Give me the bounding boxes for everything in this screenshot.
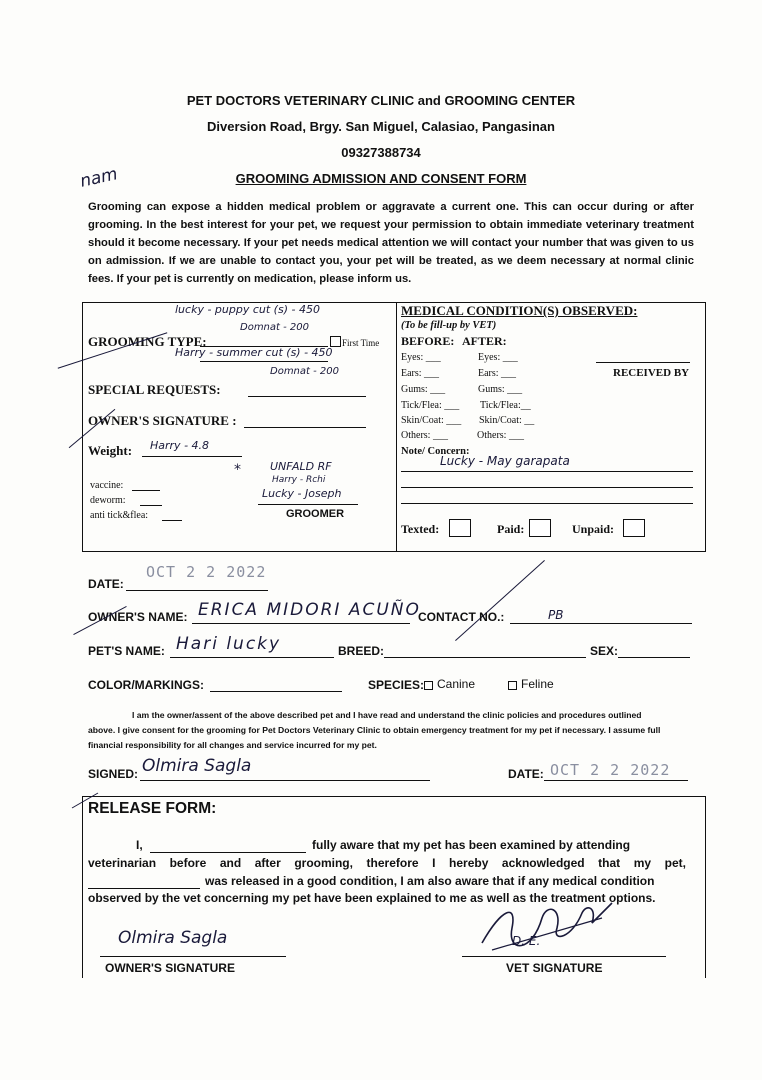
release-i: I, xyxy=(136,838,143,852)
consent-line-3: financial responsibility for all changes and service incurred for my pet. xyxy=(88,740,377,750)
before-skincoat: Skin/Coat: ___ xyxy=(401,415,462,426)
feline-checkbox[interactable] xyxy=(508,681,517,690)
clinic-address: Diversion Road, Brgy. San Miguel, Calasiao, Pangasinan xyxy=(207,119,555,134)
release-p4: observed by the vet concerning my pet have been explained to me as well as the treatment options. xyxy=(88,891,656,905)
groomer-hand-2: Harry - Rchi xyxy=(272,475,326,485)
sex-label: SEX: xyxy=(590,644,619,658)
texted-checkbox[interactable] xyxy=(449,519,471,537)
date-label: DATE: xyxy=(88,577,124,591)
note-line-1[interactable] xyxy=(401,471,693,472)
first-time-label: First Time xyxy=(342,338,380,348)
groomer-hand-3: Lucky - Joseph xyxy=(262,487,342,500)
medical-title: MEDICAL CONDITION(S) OBSERVED: xyxy=(401,303,638,318)
consent-line-1: I am the owner/assent of the above described pet and I have read and understand the clinic policies and procedures outlined xyxy=(132,710,642,720)
contact-label: CONTACT NO.: xyxy=(418,610,505,624)
release-p3: was released in a good condition, I am also aware that if any medical condition xyxy=(205,874,655,888)
before-gums: Gums: ___ xyxy=(401,384,446,395)
grooming-type-line-2 xyxy=(200,361,328,362)
after-ears: Ears: ___ xyxy=(478,368,517,379)
before-eyes: Eyes: ___ xyxy=(401,352,441,363)
vet-sig-value: D. E. xyxy=(512,934,541,948)
pet-name-value: Hari lucky xyxy=(176,634,282,654)
texted-label: Texted: xyxy=(401,522,440,536)
weight-label: Weight: xyxy=(88,443,133,458)
release-pet-line[interactable] xyxy=(88,888,200,889)
anti-tick-label: anti tick&flea: xyxy=(90,510,149,521)
groomer-hand-1: UNFALD RF xyxy=(270,460,332,473)
special-requests-line[interactable] xyxy=(248,396,366,397)
after-eyes: Eyes: ___ xyxy=(478,352,518,363)
consent-date-stamp: OCT 2 2 2022 xyxy=(550,761,671,779)
signed-value: Olmira Sagla xyxy=(142,756,252,776)
note-value: Lucky - May garapata xyxy=(440,454,570,468)
note-label: Note/ Concern: xyxy=(401,446,470,457)
after-skincoat: Skin/Coat: __ xyxy=(479,415,535,426)
received-by-label: RECEIVED BY xyxy=(613,367,690,379)
special-requests-label: SPECIAL REQUESTS: xyxy=(88,382,221,397)
after-others: Others: ___ xyxy=(477,430,524,441)
owner-sig-label: OWNER'S SIGNATURE xyxy=(105,961,235,975)
clinic-name: PET DOCTORS VETERINARY CLINIC and GROOMING CENTER xyxy=(186,93,576,108)
weight-line xyxy=(142,456,242,457)
groomer-label: GROOMER xyxy=(286,508,345,520)
consent-line-2: above. I give consent for the grooming for Pet Doctors Veterinary Clinic to obtain emergency treatment for my pet if necessary. I assume full xyxy=(88,725,661,735)
unpaid-checkbox[interactable] xyxy=(623,519,645,537)
after-gums: Gums: ___ xyxy=(478,384,523,395)
after-tickflea: Tick/Flea:__ xyxy=(480,400,531,411)
pet-name-label: PET'S NAME: xyxy=(88,644,165,658)
vet-signature-scribble xyxy=(472,898,622,958)
vaccine-label: vaccine: xyxy=(90,480,124,491)
form-title: GROOMING ADMISSION AND CONSENT FORM xyxy=(235,171,527,186)
after-label: AFTER: xyxy=(462,334,507,348)
before-label: BEFORE: xyxy=(401,334,455,348)
clinic-phone: 09327388734 xyxy=(341,145,421,160)
sex-line[interactable] xyxy=(618,657,690,658)
grooming-hand-4: Domnat - 200 xyxy=(270,366,339,377)
medical-subtitle: (To be fill-up by VET) xyxy=(401,320,497,331)
grooming-type-label: GROOMING TYPE: xyxy=(88,334,207,349)
deworm-label: deworm: xyxy=(90,495,126,506)
vet-sig-line[interactable] xyxy=(462,956,666,957)
grooming-hand-1: lucky - puppy cut (s) - 450 xyxy=(175,303,320,316)
owner-signature-label: OWNER'S SIGNATURE : xyxy=(88,413,237,428)
grooming-hand-2: Domnat - 200 xyxy=(240,322,309,333)
anti-tick-line[interactable] xyxy=(162,520,182,521)
groomer-star: * xyxy=(234,462,241,478)
release-name-line[interactable] xyxy=(150,852,306,853)
pet-name-line[interactable] xyxy=(170,657,334,658)
margin-note: nam xyxy=(78,164,120,192)
color-markings-line[interactable] xyxy=(210,691,342,692)
owner-signature-line[interactable] xyxy=(244,427,366,428)
owner-sig-value: Olmira Sagla xyxy=(118,928,228,948)
before-ears: Ears: ___ xyxy=(401,368,440,379)
intro-paragraph: Grooming can expose a hidden medical problem or aggravate a current one. This can occur during or after grooming. In the best interest for your pet, we request your permission to obtain immediate veterinary treatment should it become necessary. If your pet needs medical attention we will contact your number that was given to us on admission. If we are unable to contact you, your pet will be treated, as we deem necessary at normal clinic fees. If your pet is currently on medication, please inform us. xyxy=(88,201,694,285)
feline-label: Feline xyxy=(521,677,554,691)
release-title: RELEASE FORM: xyxy=(88,800,217,817)
note-line-3[interactable] xyxy=(401,503,693,504)
owner-name-label: OWNER'S NAME: xyxy=(88,610,188,624)
paid-checkbox[interactable] xyxy=(529,519,551,537)
breed-line[interactable] xyxy=(384,657,586,658)
canine-label: Canine xyxy=(437,677,476,691)
vaccine-line[interactable] xyxy=(132,490,160,491)
consent-date-label: DATE: xyxy=(508,767,544,781)
date-stamp: OCT 2 2 2022 xyxy=(146,563,267,581)
owner-name-line[interactable] xyxy=(192,623,410,624)
contact-value: PB xyxy=(548,608,564,622)
deworm-line[interactable] xyxy=(140,505,162,506)
contact-line[interactable] xyxy=(510,623,692,624)
color-markings-label: COLOR/MARKINGS: xyxy=(88,678,204,692)
groomer-line xyxy=(258,504,358,505)
signed-label: SIGNED: xyxy=(88,767,139,781)
vet-sig-label: VET SIGNATURE xyxy=(506,961,603,975)
breed-label: BREED: xyxy=(338,644,385,658)
received-by-line[interactable] xyxy=(596,362,690,363)
consent-date-line[interactable] xyxy=(544,780,688,781)
note-line-2[interactable] xyxy=(401,487,693,488)
unpaid-label: Unpaid: xyxy=(572,522,615,536)
weight-value: Harry - 4.8 xyxy=(150,439,210,452)
grooming-hand-3: Harry - summer cut (s) - 450 xyxy=(175,346,333,359)
owner-name-value: ERICA MIDORI ACUÑO xyxy=(198,600,421,620)
species-label: SPECIES: xyxy=(368,678,425,692)
box-divider xyxy=(396,302,397,552)
pen-stroke-3 xyxy=(455,560,545,641)
before-tickflea: Tick/Flea: ___ xyxy=(401,400,460,411)
canine-checkbox[interactable] xyxy=(424,681,433,690)
paid-label: Paid: xyxy=(497,522,525,536)
date-line[interactable] xyxy=(126,590,268,591)
owner-sig-line[interactable] xyxy=(100,956,286,957)
before-others: Others: ___ xyxy=(401,430,448,441)
release-p1: fully aware that my pet has been examined by attending xyxy=(312,838,631,852)
release-p2: veterinarian before and after grooming, therefore I hereby acknowledged that my pet, xyxy=(88,856,686,870)
signed-line[interactable] xyxy=(140,780,430,781)
